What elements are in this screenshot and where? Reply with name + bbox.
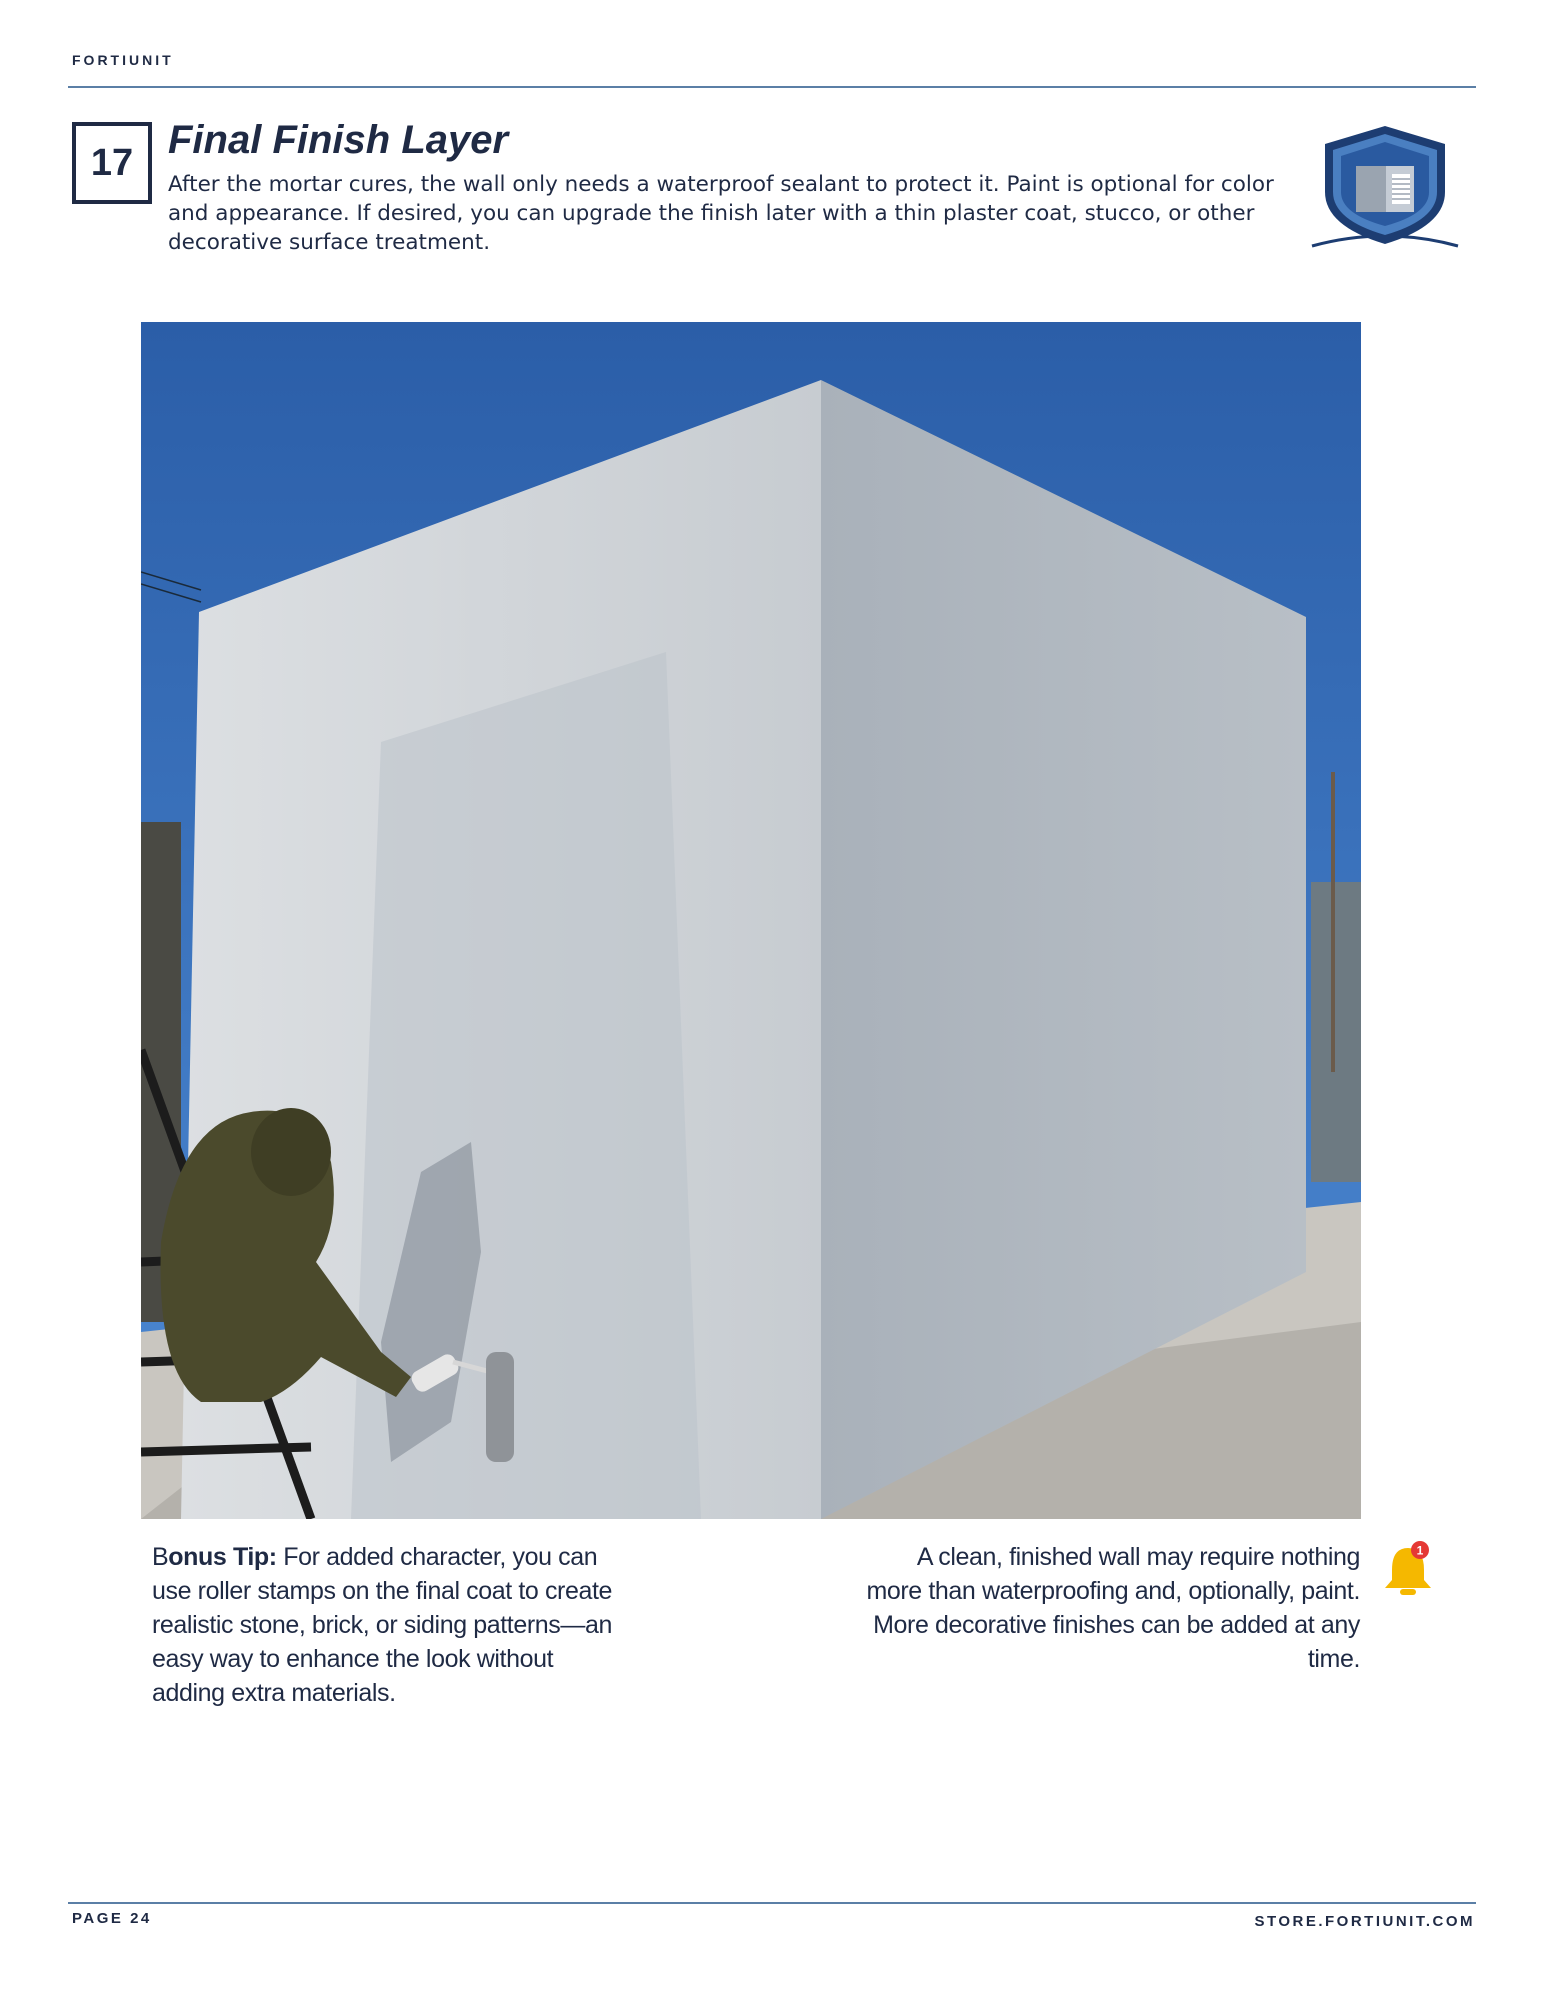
page-number: PAGE 24	[72, 1910, 152, 1927]
footer-divider	[68, 1902, 1476, 1904]
bonus-tip-head: onus Tip:	[168, 1543, 277, 1571]
photo-caption: A clean, finished wall may require nothing more than waterproofing and, optionally, paint. More decorative finishes can be added at any time.	[866, 1543, 1360, 1673]
step-number-box	[72, 122, 152, 204]
header-divider	[68, 86, 1476, 88]
step-number: 17	[90, 141, 134, 184]
shield-garage-icon	[1310, 122, 1460, 252]
finished-wall-photo	[141, 322, 1361, 1519]
step-title: Final Finish Layer	[168, 118, 509, 162]
bonus-tip-text: For added character, you can use roller stamps on the final coat to create realistic stone, brick, or siding patterns—an easy way to enhance the look without adding extra materials.	[152, 1543, 613, 1707]
bonus-tip-head-first: B	[152, 1543, 169, 1571]
brand-name: FORTIUNIT	[72, 52, 174, 68]
notification-count: 1	[1416, 1543, 1424, 1558]
step-intro: After the mortar cures, the wall only needs a waterproof sealant to protect it. Paint is optional for color and appearance. If desired, you can upgrade the finish later with a thin plaster coat, stucco, or other decorative surface treatment.	[168, 172, 1274, 255]
store-url[interactable]: STORE.FORTIUNIT.COM	[1254, 1913, 1475, 1930]
bonus-tip	[152, 1540, 622, 1710]
bell-icon[interactable]	[1380, 1540, 1436, 1602]
